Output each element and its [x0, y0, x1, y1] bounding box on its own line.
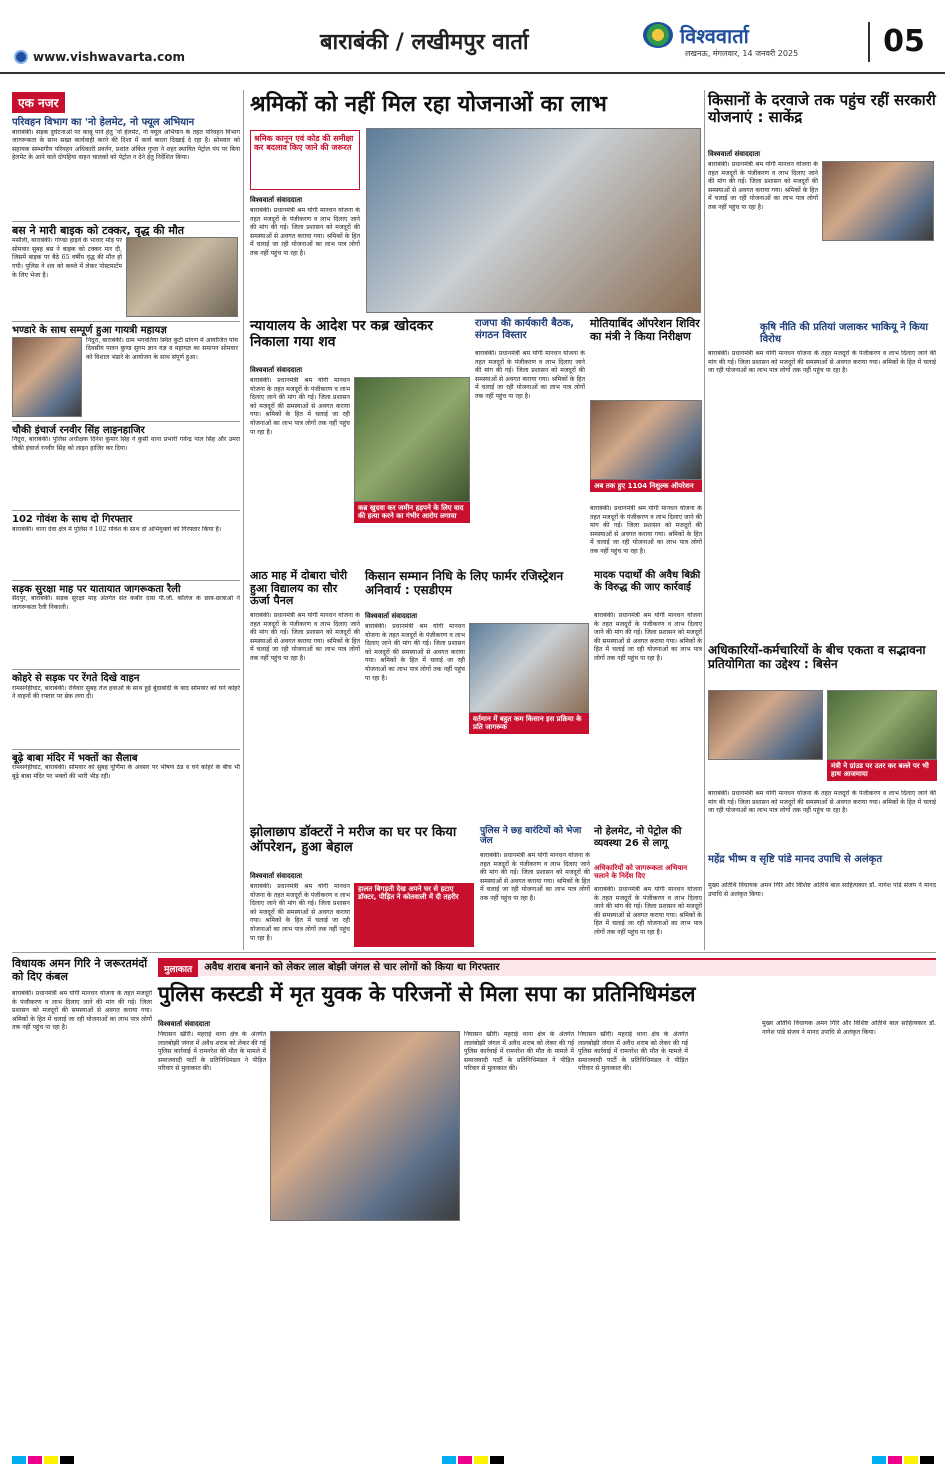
left-item-body: मसौली, बाराबंकी। गोण्डा हाइवे के भावार मोड़ पर सोमवार सुबह बस ने बाइक को टक्कर मार दी, जिसमें बाइक पर बैठे 65 वर्षीय वृद्ध की मौत हो गयी। पुलिस ने शव को कब्जे में लेकर पोस्टमार्टम के लिए भेजा है।: [12, 237, 122, 279]
eye-camp-caption: अब तक हुए 1104 निशुल्क ऑपरेशन: [590, 480, 702, 492]
right-story-2-body: बाराबंकी। प्रधानमंत्री श्रम योगी मानधन योजना के तहत मजदूरों के पंजीकरण व लाभ दिलाए जाने की मांग की गई। जिला प्रशासन को मजदूरों की समस्याओं से अवगत कराया गया। श्रमिकों के हित में चलाई जा रही योजनाओं का लाभ पात्र लोगों तक नहीं पहुंच पा रहा है।: [708, 350, 936, 375]
left-item-body: रामसनेहीघाट, बाराबंकी। रविवार सुबह तेज हवाओं के साथ हुई बूंदाबांदी के बाद सोमवार को घने कोहरे ने वाहनों की रफ्तार पर ब्रेक लगा दी।: [12, 684, 240, 701]
left-item-title: भण्डारे के साथ सम्पूर्ण हुआ गायत्री महायज्ञ: [12, 325, 167, 337]
mid-story-6-body: बाराबंकी। प्रधानमंत्री श्रम योगी मानधन योजना के तहत मजदूरों के पंजीकरण व लाभ दिलाए जाने की मांग की गई। जिला प्रशासन को मजदूरों की समस्याओं से अवगत कराया गया। श्रमिकों के हित में चलाई जा रही योजनाओं का लाभ पात्र लोगों तक नहीं पहुंच पा रहा है।: [594, 612, 702, 662]
left-item-title: कोहरे से सड़क पर रेंगते दिखे वाहन: [12, 673, 140, 685]
right-story-3-body: बाराबंकी। प्रधानमंत्री श्रम योगी मानधन योजना के तहत मजदूरों के पंजीकरण व लाभ दिलाए जाने की मांग की गई। जिला प्रशासन को मजदूरों की समस्याओं से अवगत कराया गया। श्रमिकों के हित में चलाई जा रही योजनाओं का लाभ पात्र लोगों तक नहीं पहुंच पा रहा है।: [708, 790, 936, 815]
right-story-1: [708, 150, 936, 322]
mid-story-1: [250, 366, 470, 566]
left-item: [12, 321, 240, 417]
mid-h2: राजपा की कार्यकारी बैठक, संगठन विस्तार: [475, 318, 575, 341]
color-swatch: [44, 1456, 58, 1464]
left-item: [12, 117, 240, 217]
left-item: [12, 421, 240, 507]
left-item-title: बस ने मारी बाइक को टक्कर, वृद्ध की मौत: [12, 223, 185, 237]
website-link[interactable]: www.vishwavarta.com: [33, 50, 185, 64]
left-item-title: सड़क सुरक्षा माह पर यातायात जागरूकता रैली: [12, 583, 181, 595]
color-swatch: [60, 1456, 74, 1464]
right-h3: अधिकारियों-कर्मचारियों के बीच एकता व सद्भावना प्रतियोगिता का उद्देश्य : बिसेन: [708, 643, 926, 671]
left-item: [12, 669, 240, 745]
grave-photo-caption: कब्र खुदवा कर जमीन हड़पने के लिए वाद की हत्या करने का गंभीर आरोप लगाया: [354, 502, 470, 523]
bottom-left-body: बाराबंकी। प्रधानमंत्री श्रम योगी मानधन योजना के तहत मजदूरों के पंजीकरण व लाभ दिलाए जाने की मांग की गई। जिला प्रशासन को मजदूरों की समस्याओं से अवगत कराया गया। श्रमिकों के हित में चलाई जा रही योजनाओं का लाभ पात्र लोगों तक नहीं पहुंच पा रहा है।: [12, 990, 152, 1032]
mid-h6: मादक पदार्थों की अवैध बिक्री के विरुद्ध की जाए कार्रवाई: [594, 570, 701, 593]
lead-story-text: [250, 196, 360, 311]
lead-pullquote-box: [250, 130, 360, 190]
mid-story-9-body: बाराबंकी। प्रधानमंत्री श्रम योगी मानधन योजना के तहत मजदूरों के पंजीकरण व लाभ दिलाए जाने की मांग की गई। जिला प्रशासन को मजदूरों की समस्याओं से अवगत कराया गया। श्रमिकों के हित में चलाई जा रही योजनाओं का लाभ पात्र लोगों तक नहीं पहुंच पा रहा है।: [594, 886, 702, 936]
mid-h1: न्यायालय के आदेश पर कब्र खोदकर निकाला गया शव: [250, 318, 434, 351]
left-item: [12, 580, 240, 666]
left-item-body: बाराबंकी। थाना देवा क्षेत्र में पुलिस ने 102 गोवंश के साथ दो अभियुक्तों को गिरफ्तार किया है।: [12, 525, 222, 533]
header-bar: [0, 0, 945, 74]
mid-byline: विश्ववार्ता संवाददाता: [365, 612, 418, 620]
color-swatch: [458, 1456, 472, 1464]
mid-h9: नो हेलमेट, नो पेट्रोल की व्यवस्था 26 से लागू: [594, 826, 682, 849]
lead-pullquote: श्रमिक कानून एवं कोड की समीक्षा कर बदलाव किए जाने की जरूरत: [254, 134, 354, 153]
left-item-body: बाराबंकी। सड़क दुर्घटनाओं पर काबू पाने हेतु 'नो हेलमेट, नो फ्यूल अभियान के तहत परिवहन विभाग जागरूकता के साथ सख्त कार्यवाही करने की दिशा में कार्य करता दिखाई दे रहा है। सोमवार को सहायक सम्भागीय परिवहन अधिकारी प्रवर्तन, प्रशांत अंकित गुप्ता ने शहर स्थायित पेट्रोल पंप पर बिना हेलमेट के आने वाले दोपहिया वाहन चालकों को पेट्रोल न देने हेतु निर्देशित किया।: [12, 128, 240, 162]
color-swatch: [442, 1456, 456, 1464]
left-item-title: 102 गोवंश के साथ दो गिरफ्तार: [12, 514, 133, 526]
bottom-story: [158, 1020, 758, 1438]
web-icon: [14, 50, 28, 64]
right-story-1-body: बाराबंकी। प्रधानमंत्री श्रम योगी मानधन योजना के तहत मजदूरों के पंजीकरण व लाभ दिलाए जाने की मांग की गई। जिला प्रशासन को मजदूरों की समस्याओं से अवगत कराया गया। श्रमिकों के हित में चलाई जा रही योजनाओं का लाभ पात्र लोगों तक नहीं पहुंच पा रहा है।: [708, 161, 818, 211]
mid-h5: किसान सम्मान निधि के लिए फार्मर रजिस्ट्रेशन अनिवार्य : एसडीएम: [365, 569, 564, 597]
left-item-title: चौकी इंचार्ज रनवीर सिंह लाइनहाजिर: [12, 424, 145, 436]
lead-body: बाराबंकी। प्रधानमंत्री श्रम योगी मानधन योजना के तहत मजदूरों के पंजीकरण व लाभ दिलाए जाने की मांग की गई। जिला प्रशासन को मजदूरों की समस्याओं से अवगत कराया गया। श्रमिकों के हित में चलाई जा रही योजनाओं का लाभ पात्र लोगों तक नहीं पहुंच पा रहा है।: [250, 207, 360, 257]
mid-story-8-body: बाराबंकी। प्रधानमंत्री श्रम योगी मानधन योजना के तहत मजदूरों के पंजीकरण व लाभ दिलाए जाने की मांग की गई। जिला प्रशासन को मजदूरों की समस्याओं से अवगत कराया गया। श्रमिकों के हित में चलाई जा रही योजनाओं का लाभ पात्र लोगों तक नहीं पहुंच पा रहा है।: [480, 852, 590, 902]
mid-story-5: [365, 612, 590, 822]
yagya-photo: [12, 337, 82, 417]
mulakat-tag: मुलाकात: [158, 960, 198, 977]
color-swatch: [28, 1456, 42, 1464]
lead-meeting-photo: [366, 128, 701, 313]
mid-story-7: [250, 872, 475, 950]
mid-story-3-body: बाराबंकी। प्रधानमंत्री श्रम योगी मानधन योजना के तहत मजदूरों के पंजीकरण व लाभ दिलाए जाने की मांग की गई। जिला प्रशासन को मजदूरों की समस्याओं से अवगत कराया गया। श्रमिकों के हित में चलाई जा रही योजनाओं का लाभ पात्र लोगों तक नहीं पहुंच पा रहा है।: [590, 505, 702, 555]
left-item-body: रामसनेहीघाट, बाराबंकी। सोमवार को सुबह पूर्णिमा के अवसर पर भीषण ठंड व घने कोहरे के बीच भी बूढ़े बाबा मंदिर पर भक्तों की भारी भीड़ रही।: [12, 764, 240, 780]
color-swatch: [872, 1456, 886, 1464]
bus-accident-photo: [126, 237, 238, 317]
ek-nazar-tag: एक नजर: [12, 92, 65, 113]
farmer-meeting-photo: [469, 623, 589, 713]
lead-byline: विश्ववार्ता संवाददाता: [250, 196, 303, 204]
brand-logo-icon: [643, 22, 673, 48]
right-h2: कृषि नीति की प्रतियां जलाकर भाकियू ने किया विरोध: [760, 322, 928, 345]
mid-h3: मोतियाबिंद ऑपरेशन शिविर का मंत्री ने किया निरीक्षण: [590, 317, 700, 343]
mid-story-7-body: बाराबंकी। प्रधानमंत्री श्रम योगी मानधन योजना के तहत मजदूरों के पंजीकरण व लाभ दिलाए जाने की मांग की गई। जिला प्रशासन को मजदूरों की समस्याओं से अवगत कराया गया। श्रमिकों के हित में चलाई जा रही योजनाओं का लाभ पात्र लोगों तक नहीं पहुंच पा रहा है।: [250, 883, 350, 942]
left-item-body: सैदपुर, बाराबंकी। सड़क सुरक्षा माह अंतर्गत संत कबीर दास पी.जी. कॉलेज के छात्र-छात्राओं ने जागरूकता रैली निकाली।: [12, 595, 240, 611]
eye-camp-photo: [590, 400, 702, 480]
color-swatch: [490, 1456, 504, 1464]
column-divider: [243, 90, 244, 950]
color-swatch: [12, 1456, 26, 1464]
column-divider: [704, 90, 705, 950]
bottom-divider: [12, 952, 936, 953]
grave-photo: [354, 377, 470, 502]
bottom-story-body: निघासन खीरी। महराई थाना क्षेत्र के अंतर्गत लालबोझी जंगल में अवैध शराब को लेकर की गई पुलिस कार्रवाई में रामनरेश की मौत के मामले में समाजवादी पार्टी के प्रतिनिधिमंडल ने पीड़ित परिवार से मुलाकात की।: [158, 1031, 266, 1073]
color-swatch: [904, 1456, 918, 1464]
left-item-body: निंदूरा, बाराबंकी। पुलिस अधीक्षक दिनेश कुमार सिंह ने कुर्सी थाना प्रभारी गर्वेन्द्र पाल सिंह और उमरा चौकी इंचार्ज रनवीर सिंह को लाइन हाजिर कर दिया।: [12, 436, 240, 452]
right-story-3-photo-2: [827, 690, 937, 760]
bottom-story-body-3: निघासन खीरी। महराई थाना क्षेत्र के अंतर्गत लालबोझी जंगल में अवैध शराब को लेकर की गई पुलिस कार्रवाई में रामनरेश की मौत के मामले में समाजवादी पार्टी के प्रतिनिधिमंडल ने पीड़ित परिवार से मुलाकात की।: [578, 1031, 688, 1073]
dateline: लखनऊ, मंगलवार, 14 जनवरी 2025: [685, 49, 799, 58]
print-registration-bar: [12, 1452, 936, 1464]
left-item: [12, 749, 240, 855]
mid-h4: आठ माह में दोबारा चोरी हुआ विद्यालय का सौर ऊर्जा पैनल: [250, 569, 348, 608]
right-story-3-caption: मंत्री ने ग्रांउड पर उतर कर बल्ले पर भी हाथ आजमाया: [827, 760, 937, 781]
bottom-left-title: विधायक अमन गिरि ने जरूरतमंदों को दिए कंबल: [12, 957, 148, 983]
mid-story-1-body: बाराबंकी। प्रधानमंत्री श्रम योगी मानधन योजना के तहत मजदूरों के पंजीकरण व लाभ दिलाए जाने की मांग की गई। जिला प्रशासन को मजदूरों की समस्याओं से अवगत कराया गया। श्रमिकों के हित में चलाई जा रही योजनाओं का लाभ पात्र लोगों तक नहीं पहुंच पा रहा है।: [250, 377, 350, 436]
mid-h7: झोलाछाप डॉक्टरों ने मरीज का घर पर किया ऑपरेशन, हुआ बेहाल: [250, 825, 457, 855]
mid-h9-sub: अधिकारियों को जागरूकता अभियान चलाने के निर्देश दिए: [594, 864, 688, 881]
mid-story-4-body: बाराबंकी। प्रधानमंत्री श्रम योगी मानधन योजना के तहत मजदूरों के पंजीकरण व लाभ दिलाए जाने की मांग की गई। जिला प्रशासन को मजदूरों की समस्याओं से अवगत कराया गया। श्रमिकों के हित में चलाई जा रही योजनाओं का लाभ पात्र लोगों तक नहीं पहुंच पा रहा है।: [250, 612, 360, 662]
page-number: 05: [868, 22, 938, 62]
left-item: [12, 221, 240, 318]
color-swatch: [474, 1456, 488, 1464]
bottom-byline: विश्ववार्ता संवाददाता: [158, 1020, 211, 1028]
right-byline: विश्ववार्ता संवाददाता: [708, 150, 761, 158]
right-story-4-body: मुख्य अतिथि विधायक अमन गिरि और विशिष्ट अतिथि बाल साहित्यकार डॉ. नागेश पांडे संजय ने मानद उपाधि से अलंकृत किया।: [708, 882, 936, 898]
right-h4: महेंद्र भीष्म व सृष्टि पांडे मानद उपाधि से अलंकृत: [708, 854, 883, 865]
left-item-title: बूढ़े बाबा मंदिर में भक्तों का सैलाब: [12, 752, 138, 764]
quack-photo-caption: हालत बिगड़ती देख अपने घर से हटाए डॉक्टर, पीड़ित ने कोतवाली में दी तहरीर: [354, 883, 474, 947]
color-swatch: [888, 1456, 902, 1464]
mid-byline: विश्ववार्ता संवाददाता: [250, 366, 303, 374]
sp-delegation-photo: [270, 1031, 460, 1221]
section-title: बाराबंकी / लखीमपुर वार्ता: [320, 30, 529, 55]
bottom-right-body: मुख्य अतिथि विधायक अमन गिरि और विशिष्ट अतिथि बाल साहित्यकार डॉ. नागेश पांडे संजय ने मानद उपाधि से अलंकृत किया।: [762, 1020, 936, 1036]
farmer-meeting-caption: वर्तमान में बहुत कम किसान इस प्रक्रिया के प्रति जागरूक: [469, 713, 589, 734]
color-swatch: [920, 1456, 934, 1464]
right-h1: किसानों के दरवाजे तक पहुंच रहीं सरकारी योजनाएं : साकेंद्र: [708, 91, 936, 127]
bottom-story-body-2: निघासन खीरी। महराई थाना क्षेत्र के अंतर्गत लालबोझी जंगल में अवैध शराब को लेकर की गई पुलिस कार्रवाई में रामनरेश की मौत के मामले में समाजवादी पार्टी के प्रतिनिधिमंडल ने पीड़ित परिवार से मुलाकात की।: [464, 1031, 574, 1073]
mid-story-2-body: बाराबंकी। प्रधानमंत्री श्रम योगी मानधन योजना के तहत मजदूरों के पंजीकरण व लाभ दिलाए जाने की मांग की गई। जिला प्रशासन को मजदूरों की समस्याओं से अवगत कराया गया। श्रमिकों के हित में चलाई जा रही योजनाओं का लाभ पात्र लोगों तक नहीं पहुंच पा रहा है।: [475, 350, 585, 400]
right-story-3-photo: [708, 690, 823, 760]
bottom-strap: अवैध शराब बनाने को लेकर लाल बोझी जंगल से चार लोगों को किया था गिरफ्तार: [204, 962, 500, 974]
left-column: [12, 92, 240, 950]
lead-headline: श्रमिकों को नहीं मिल रहा योजनाओं का लाभ: [250, 92, 607, 117]
bottom-headline: पुलिस कस्टडी में मृत युवक के परिजनों से मिला सपा का प्रतिनिधिमंडल: [158, 982, 696, 1006]
mid-byline: विश्ववार्ता संवाददाता: [250, 872, 303, 880]
brand-name: विश्ववार्ता: [680, 24, 749, 48]
left-item-body: निंदूरा, बाराबंकी। ग्राम भगवतिया स्थित कुटी प्रांगण में आयोजित पांच दिवसीय पावन कुण्ड सुगम ज्ञान यज्ञ व महायज्ञ का समापन सोमवार को विशाल भंडारे के आयोजन के साथ संपूर्ण हुआ।: [86, 336, 238, 361]
mid-story-5-body: बाराबंकी। प्रधानमंत्री श्रम योगी मानधन योजना के तहत मजदूरों के पंजीकरण व लाभ दिलाए जाने की मांग की गई। जिला प्रशासन को मजदूरों की समस्याओं से अवगत कराया गया। श्रमिकों के हित में चलाई जा रही योजनाओं का लाभ पात्र लोगों तक नहीं पहुंच पा रहा है।: [365, 623, 465, 682]
mulakat-strap: [158, 958, 936, 976]
right-story-1-photo: [822, 161, 934, 241]
mid-h8: पुलिस ने छह वारंटियों को भेजा जेल: [480, 826, 582, 847]
left-item-title: परिवहन विभाग का 'नो हेलमेट, नो फ्यूल अभियान: [12, 117, 195, 128]
left-item: [12, 510, 240, 576]
